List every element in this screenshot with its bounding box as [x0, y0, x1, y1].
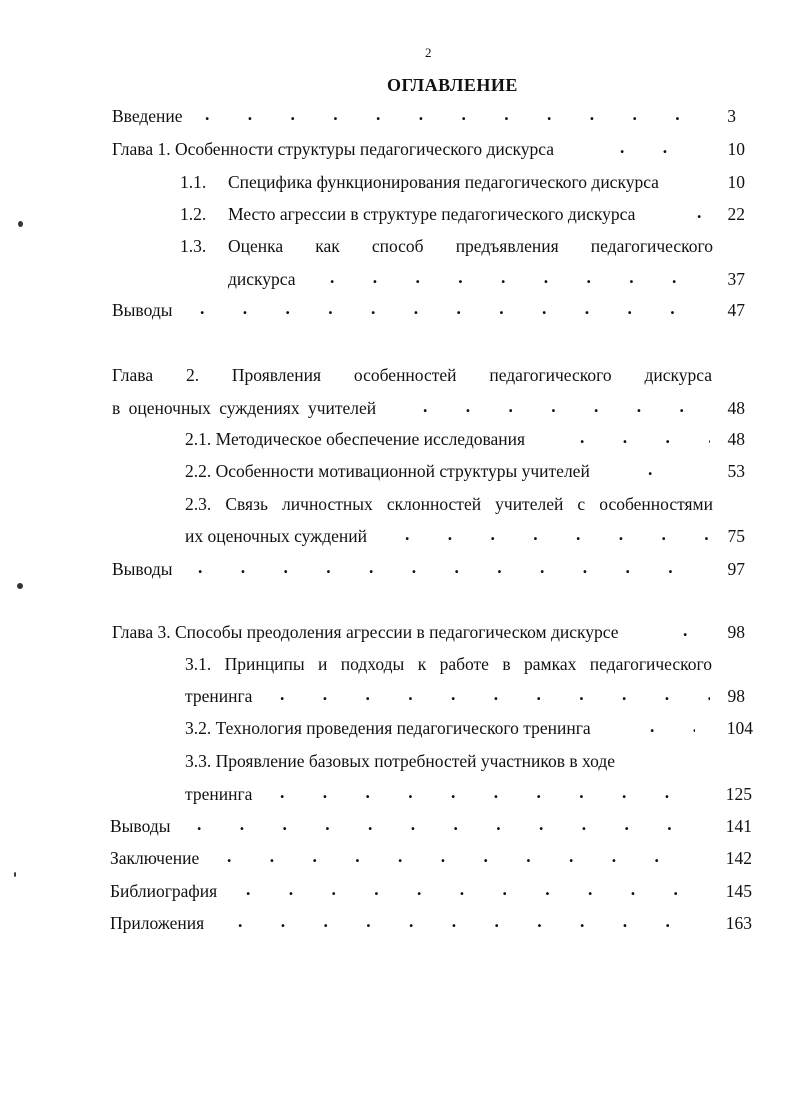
toc-page-number: 97 [727, 559, 745, 579]
toc-label: Библиография [110, 881, 218, 901]
toc-section-number: 1.3. [180, 236, 207, 256]
toc-label-line-1: Оценка как способ предъявления педагогического [228, 236, 713, 256]
toc-page-number: 163 [725, 913, 752, 933]
toc-leader-dots [227, 848, 697, 866]
scan-artifact-mark [14, 872, 16, 877]
toc-page-number: 98 [727, 622, 745, 642]
toc-label: Специфика функционирования педагогического дискурса [228, 172, 659, 192]
toc-label-line-1: Глава 2. Проявления особенностей педагогического дискурса [112, 365, 712, 385]
toc-label: 3.2. Технология проведения педагогического тренинга [185, 718, 591, 738]
toc-page-number: 47 [727, 300, 745, 320]
toc-page-number: 22 [727, 204, 745, 224]
toc-leader-dots [197, 816, 695, 834]
toc-leader-dots [580, 429, 710, 447]
toc-page-number: 10 [727, 172, 745, 192]
toc-page-number: 48 [727, 429, 745, 449]
toc-label: Глава 3. Способы преодоления агрессии в педагогическом дискурсе [112, 622, 619, 642]
page-number: 2 [425, 45, 432, 60]
toc-label-line-1: 3.1. Принципы и подходы к работе в рамках педагогического [185, 654, 712, 674]
toc-label: Место агрессии в структуре педагогического дискурса [228, 204, 636, 224]
toc-leader-dots [405, 526, 710, 544]
toc-label-line-1: 3.3. Проявление базовых потребностей участников в ходе [185, 751, 616, 771]
toc-label: Введение [112, 106, 183, 126]
toc-leader-dots [423, 398, 713, 416]
toc-leader-dots [200, 300, 710, 318]
toc-label: Выводы [112, 559, 173, 579]
toc-leader-dots [198, 559, 710, 577]
toc-leader-dots [280, 686, 710, 704]
toc-page-number: 37 [727, 269, 745, 289]
toc-leader-dots [246, 881, 696, 899]
toc-leader-dots [280, 784, 695, 802]
toc-page-number: 141 [725, 816, 752, 836]
toc-label-line-2: их оценочных суждений [185, 526, 367, 546]
toc-page-number: 3 [727, 106, 736, 126]
toc-label: 2.1. Методическое обеспечение исследования [185, 429, 526, 449]
toc-leader-dots [205, 106, 710, 124]
scan-artifact-mark [17, 583, 23, 589]
toc-page-number: 48 [727, 398, 745, 418]
toc-page-number: 75 [727, 526, 745, 546]
page-title: ОГЛАВЛЕНИЕ [387, 75, 518, 95]
toc-label-line-2: тренинга [185, 686, 253, 706]
toc-page-number: 125 [725, 784, 752, 804]
toc-label: Глава 1. Особенности структуры педагогического дискурса [112, 139, 555, 159]
toc-page-number: 142 [725, 848, 752, 868]
toc-leader-dots [650, 718, 695, 736]
toc-page-number: 104 [726, 718, 753, 738]
toc-label-line-1: 2.3. Связь личностных склонностей учителей с особенностями [185, 494, 713, 514]
toc-label-line-2: тренинга [185, 784, 253, 804]
toc-label-line-2: дискурса [228, 269, 296, 289]
toc-leader-dots [330, 269, 710, 287]
toc-label-line-2: в оценочных суждениях учителей [112, 398, 377, 418]
toc-label: Приложения [110, 913, 205, 933]
toc-section-number: 1.2. [180, 204, 207, 224]
toc-leader-dots [620, 139, 690, 157]
toc-page-number: 53 [727, 461, 745, 481]
toc-label: Выводы [110, 816, 171, 836]
toc-page-number: 98 [727, 686, 745, 706]
toc-leader-dots [648, 461, 690, 479]
toc-page-number: 145 [725, 881, 752, 901]
toc-label: Выводы [112, 300, 173, 320]
toc-page-number: 10 [727, 139, 745, 159]
scan-artifact-mark [18, 221, 23, 227]
toc-leader-dots [238, 913, 696, 931]
toc-label: 2.2. Особенности мотивационной структуры учителей [185, 461, 590, 481]
toc-section-number: 1.1. [180, 172, 207, 192]
toc-label: Заключение [110, 848, 200, 868]
